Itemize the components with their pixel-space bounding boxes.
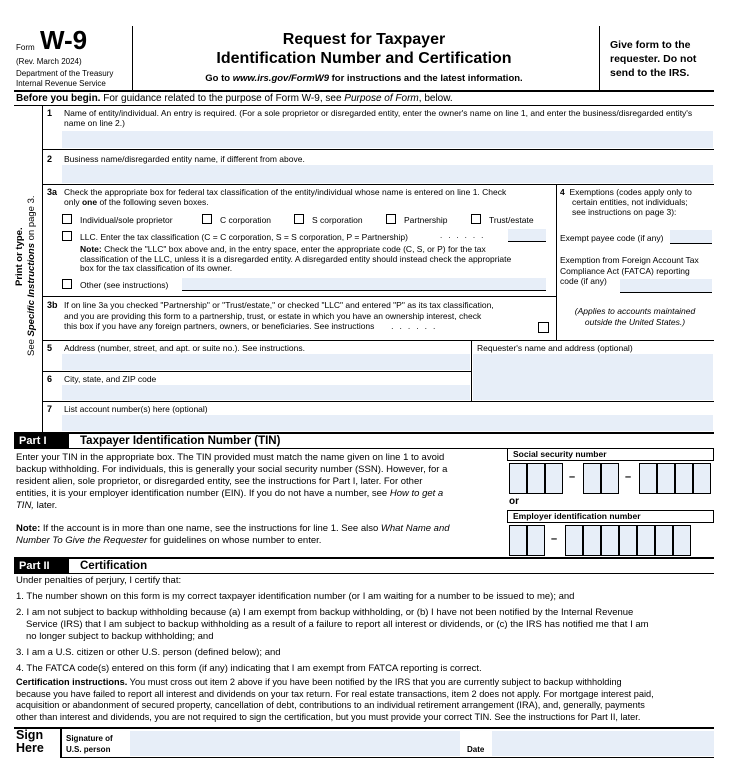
form-number: W-9	[40, 25, 88, 55]
ein-label: Employer identification number	[507, 510, 714, 523]
ein-dash: –	[551, 533, 558, 545]
line7-label: List account number(s) here (optional)	[64, 404, 208, 414]
line1-label: Name of entity/individual. An entry is required. (For a sole proprietor or disregarded entity, enter the owner's name on line 1, and enter the business/disregarded entity's name on line 2.)	[64, 108, 693, 128]
part2-title: Certification	[80, 560, 148, 572]
part1-note: Note: If the account is in more than one name, see the instructions for line 1. See also What Name and Number To Give the Requester for guidelines on whose number to enter.	[16, 523, 450, 546]
exempt-payee-label: Exempt payee code (if any)	[560, 233, 664, 243]
irs-link[interactable]: www.irs.gov/FormW9	[232, 73, 329, 84]
checkbox-other[interactable]	[62, 279, 72, 289]
title-line-2: Identification Number and Certification	[216, 50, 512, 67]
fatca-label: Exemption from Foreign Account Tax Compliance Act (FATCA) reporting code (if any)	[560, 255, 699, 286]
form-revision: (Rev. March 2024)	[16, 57, 82, 66]
line1-number: 1	[47, 108, 53, 118]
signature-input[interactable]	[130, 731, 460, 756]
ein-boxes[interactable]	[507, 523, 714, 557]
line3b-label: If on line 3a you checked "Partnership" or "Trust/estate," or checked "LLC" and entered "P" as its tax classification, and you are providing this form to a partnership, trust, or estate in which you have an ownership interest, check this box if you have any foreign partners, owners, or beneficiaries. See instructions ......	[64, 300, 494, 331]
give-form-note: Give form to the requester. Do not send to the IRS.	[610, 39, 697, 79]
form-title	[134, 30, 594, 84]
line3a-number: 3a	[47, 187, 58, 197]
before-you-begin: Before you begin. For guidance related to the purpose of Form W-9, see Purpose of Form, below.	[16, 93, 453, 104]
goto-instructions: Go to www.irs.gov/FormW9 for instructions and the latest information.	[205, 73, 523, 84]
option-partnership: Partnership	[404, 215, 448, 225]
account-numbers-input[interactable]	[62, 415, 713, 431]
signature-label: Signature of U.S. person	[66, 734, 113, 754]
line5-number: 5	[47, 343, 53, 353]
line2-label: Business name/disregarded entity name, if different from above.	[64, 154, 305, 164]
llc-classification-input[interactable]	[508, 229, 546, 242]
agency: Internal Revenue Service	[16, 79, 106, 88]
option-llc: LLC. Enter the tax classification (C = C corporation, S = S corporation, P = Partnership)	[80, 232, 408, 242]
requester-block	[471, 340, 714, 401]
line2-block	[42, 149, 714, 184]
exempt-payee-input[interactable]	[670, 230, 712, 244]
part1-title: Taxpayer Identification Number (TIN)	[80, 435, 281, 447]
or-label: or	[509, 496, 519, 507]
line7-number: 7	[47, 404, 53, 414]
line3b-number: 3b	[47, 300, 58, 310]
line6-block	[42, 371, 471, 401]
city-state-zip-input[interactable]	[62, 385, 470, 400]
checkbox-s-corporation[interactable]	[294, 214, 304, 224]
requester-input[interactable]	[473, 354, 713, 400]
requester-label: Requester's name and address (optional)	[477, 343, 633, 353]
checkbox-c-corporation[interactable]	[202, 214, 212, 224]
checkbox-partnership[interactable]	[386, 214, 396, 224]
part1-label: Part I	[14, 434, 69, 448]
other-classification-input[interactable]	[182, 278, 546, 291]
date-input[interactable]	[492, 731, 714, 756]
certification-text: Under penalties of perjury, I certify that: 1. The number shown on this form is my correct taxpayer identification number (or I am waiting for a number to be issued to me); and 2. I am not subject to backup withholding because (a) I am exempt from backup withholding, or (b) I have not been notified by the Internal Revenue Service (IRS) that I am subject to backup withholding as a result of a failure to report all interest or dividends, or (c) the IRS has notified me that I am no longer subject to backup withholding; and 3. I am a U.S. citizen or other U.S. person (defined below); and 4. The FATCA code(s) entered on this form (if any) indicating that I am exempt from FATCA reporting is correct.	[16, 575, 649, 674]
certification-instructions: Certification instructions. You must cross out item 2 above if you have been notified by the IRS that you are currently subject to backup withholding because you have failed to report all interest and dividends on your tax return. For real estate transactions, item 2 does not apply. For mortgage interest paid, acquisition or abandonment of secured property, cancellation of debt, contributions to an individual retirement arrangement (IRA), and, generally, payments other than interest and dividends, you are not required to sign the certification, but you must provide your correct TIN. See the instructions for Part II, later.	[16, 677, 654, 722]
part1-instructions: Enter your TIN in the appropriate box. The TIN provided must match the name given on line 1 to avoid backup withholding. For individuals, this is generally your social security number (SSN). However, for a resident alien, sole proprietor, or disregarded entity, see the instructions for Part I, later. For other entities, it is your employer identification number (EIN). If you do not have a number, see How to get a TIN, later.	[16, 452, 448, 511]
checkbox-individual[interactable]	[62, 214, 72, 224]
option-c-corporation: C corporation	[220, 215, 272, 225]
line3a-block: 3a Check the appropriate box for federal tax classification of the entity/individual whose name is entered on line 1. Check only one of the following seven boxes. Individual/sole proprietor C corporation S corporation Partnership Trust/estate LLC. Enter the tax classification (C = C corporation, S = S corporation, P = Partnership) ...... Note: Check the "LLC" box above and, in the entry space, enter the appropriate code (C, S, or P) for the tax classification of the LLC, unless it is a disregarded entity. A disregarded entity should instead check the appropriate box for the tax classification of its owner. Other (see instructions)	[42, 184, 556, 296]
llc-note: Note: Check the "LLC" box above and, in the entry space, enter the appropriate code (C, S, or P) for the tax classification of the LLC, unless it is a disregarded entity. A disregarded entity should instead check the appropriate box for the tax classification of its owner.	[80, 244, 512, 274]
line2-business-name-input[interactable]	[62, 165, 713, 183]
address-input[interactable]	[62, 354, 470, 370]
fatca-applies-note: (Applies to accounts maintained outside the United States.)	[574, 306, 696, 327]
ssn-label: Social security number	[507, 448, 714, 461]
checkbox-foreign-partners[interactable]	[538, 322, 549, 333]
part2-label: Part II	[14, 559, 69, 573]
department: Department of the Treasury	[16, 69, 114, 78]
line1-block	[42, 105, 714, 149]
fatca-code-input[interactable]	[620, 279, 712, 293]
option-other: Other (see instructions)	[80, 280, 169, 290]
title-line-1: Request for Taxpayer	[282, 31, 446, 48]
line6-number: 6	[47, 374, 53, 384]
line5-block	[42, 340, 471, 371]
option-s-corporation: S corporation	[312, 215, 363, 225]
line4-label: 4 Exemptions (codes apply only to certain entities, not individuals; see instructions on page 3):	[560, 187, 692, 217]
line6-label: City, state, and ZIP code	[64, 374, 157, 384]
ssn-dash-2: –	[625, 471, 632, 483]
side-instructions: Print or type. See Specific Instructions on page 3.	[14, 195, 37, 356]
line2-number: 2	[47, 154, 53, 164]
sign-here-label: Sign Here	[16, 728, 44, 755]
date-label: Date	[467, 745, 485, 754]
line4-block	[556, 184, 714, 340]
checkbox-trust-estate[interactable]	[471, 214, 481, 224]
checkbox-llc[interactable]	[62, 231, 72, 241]
line3b-block	[42, 296, 556, 340]
line1-name-input[interactable]	[62, 131, 713, 148]
line7-block	[42, 401, 714, 432]
ssn-dash-1: –	[569, 471, 576, 483]
form-label: Form	[16, 43, 35, 52]
ssn-boxes[interactable]	[507, 461, 714, 495]
option-trust-estate: Trust/estate	[489, 215, 534, 225]
option-individual: Individual/sole proprietor	[80, 215, 173, 225]
line5-label: Address (number, street, and apt. or suite no.). See instructions.	[64, 343, 305, 353]
line3a-label: Check the appropriate box for federal tax classification of the entity/individual whose name is entered on line 1. Check only one of the following seven boxes.	[64, 187, 507, 207]
